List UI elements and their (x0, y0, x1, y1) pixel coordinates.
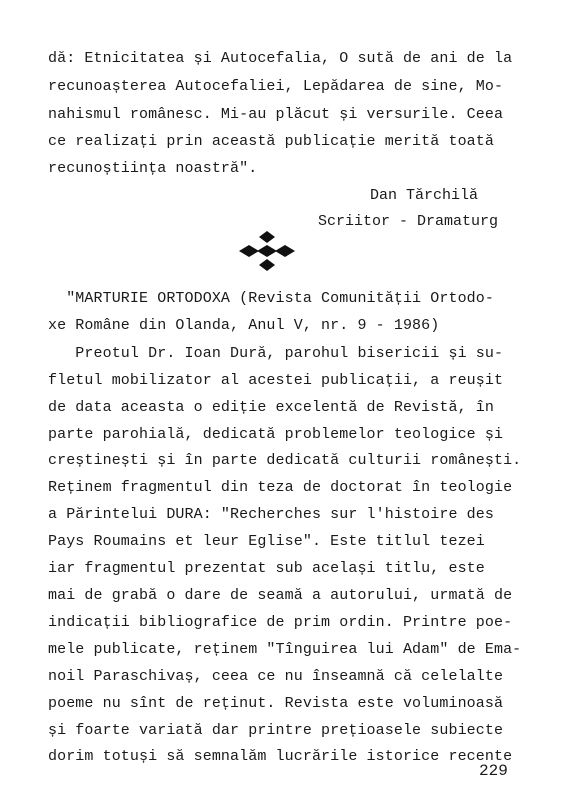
text-line: xe Române din Olanda, Anul V, nr. 9 - 1986) (48, 317, 440, 334)
text-line: Reținem fragmentul din teza de doctorat în teologie (48, 479, 513, 496)
text-line: recunoștiința noastră". (48, 160, 258, 177)
text-line: de data aceasta o ediție excelentă de Revistă, în (48, 399, 494, 416)
text-line: fletul mobilizator al acestei publicații, a reușit (48, 372, 504, 389)
text-line: mele publicate, reținem "Tînguirea lui Adam" de Ema- (48, 641, 522, 658)
text-line: indicații bibliografice de prim ordin. Printre poe- (48, 614, 513, 631)
text-line: poeme nu sînt de reținut. Revista este voluminoasă (48, 695, 504, 712)
text-line: "MARTURIE ORTODOXA (Revista Comunității Ortodo- (48, 290, 494, 307)
page-number: 229 (479, 762, 508, 780)
text-line: nahismul românesc. Mi-au plăcut și versurile. Ceea (48, 106, 504, 123)
signature-role: Scriitor - Dramaturg (318, 213, 499, 230)
text-line: parte parohială, dedicată problemelor teologice și (48, 426, 504, 443)
text-line: a Părintelui DURA: "Recherches sur l'histoire des (48, 506, 494, 523)
text-line: noil Paraschivaș, ceea ce nu înseamnă că celelalte (48, 668, 504, 685)
text-line: dorim totuși să semnalăm lucrările istorice recente (48, 748, 513, 765)
text-line: și foarte variată dar printre prețioasele subiecte (48, 722, 504, 739)
text-line: Pays Roumains et leur Eglise". Este titlul tezei (48, 533, 485, 550)
text-line: Preotul Dr. Ioan Dură, parohul bisericii și su- (48, 345, 504, 362)
diamond-cluster-ornament-icon (231, 231, 303, 271)
signature-name: Dan Tărchilă (370, 187, 479, 204)
text-line: ce realizați prin această publicație merită toată (48, 133, 494, 150)
text-line: creștinești și în parte dedicată culturii românești. (48, 452, 522, 469)
text-line: recunoașterea Autocefaliei, Lepădarea de sine, Mo- (48, 78, 504, 95)
text-line: mai de grabă o dare de seamă a autorului, urmată de (48, 587, 513, 604)
text-line: dă: Etnicitatea și Autocefalia, O sută de ani de la (48, 50, 513, 67)
text-line: iar fragmentul prezentat sub același titlu, este (48, 560, 485, 577)
